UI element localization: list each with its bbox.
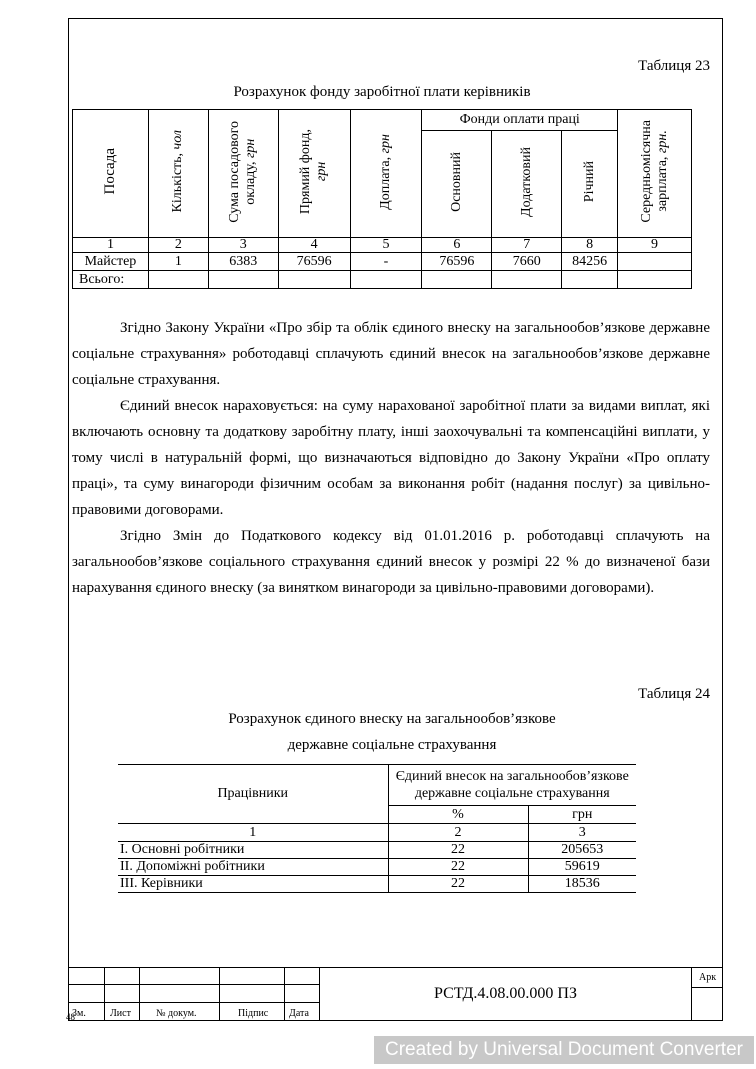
- table23-number-row: 1 2 3 4 5 6 7 8 9: [73, 238, 692, 253]
- table23-title: Розрахунок фонду заробітної плати керівників: [233, 84, 531, 100]
- header-pct: %: [388, 806, 528, 824]
- table-row: ІІ. Допоміжні робітники 22 59619: [118, 859, 636, 876]
- label-pidpys: Підпис: [238, 1008, 269, 1019]
- header-kilkist: Кількість, чол: [148, 110, 208, 238]
- header-posada: Посада: [73, 110, 149, 238]
- page-number-left: 48: [66, 1012, 75, 1022]
- table-row: І. Основні робітники 22 205653: [118, 842, 636, 859]
- label-lyst: Лист: [110, 1008, 131, 1019]
- header-doplata: Доплата, грн: [350, 110, 422, 238]
- header-fondy: Фонди оплати праці: [422, 110, 618, 131]
- table24-title-line1: Розрахунок єдиного внеску на загальнообов’язкове: [228, 711, 556, 727]
- label-data: Дата: [289, 1008, 309, 1019]
- title-block: [68, 967, 723, 1021]
- header-pryamyi: Прямий фонд, грн: [278, 110, 350, 238]
- label-ark: Арк: [699, 972, 717, 983]
- table24-title-line2: державне соціальне страхування: [287, 737, 497, 753]
- header-osnovnyi: Основний: [422, 131, 492, 238]
- header-workers: Працівники: [118, 765, 388, 824]
- table-row-total: Всього:: [73, 271, 692, 289]
- table24: [118, 764, 636, 893]
- paragraph-2: Єдиний внесок нараховується: на суму нарахованої заробітної плати за видами виплат, які включають основну та додаткову заробітну плату, інші заохочувальні та компенсаційні виплати, у тому числі в натуральній формі, що визначаються відповідно до Закону України «Про оплату праці», та суму винагороди фізичним особам за виконання робіт (надання послуг) за цивільно-правовими договорами.: [72, 398, 710, 518]
- body-text: [72, 315, 710, 601]
- header-suma: Сума посадового окладу, грн: [208, 110, 278, 238]
- header-richnyi: Річний: [562, 131, 618, 238]
- header-uah: грн: [528, 806, 636, 824]
- label-dokum: № докум.: [156, 1008, 197, 1019]
- paragraph-1: Згідно Закону України «Про збір та облік єдиного внеску на загальнообов’язкове державне соціальне страхування» роботодавці сплачують єдиний внесок на загальнообов’язкове державне соціальне страхування.: [72, 320, 710, 388]
- table24-number-row: 1 2 3: [118, 824, 636, 842]
- table23-label: Таблиця 23: [638, 58, 710, 74]
- watermark: Created by Universal Document Converter: [374, 1036, 754, 1064]
- table24-label: Таблиця 24: [638, 686, 710, 702]
- label-zm: Зм.: [72, 1008, 86, 1019]
- header-dodatkovyi: Додатковий: [492, 131, 562, 238]
- document-code: РСТД.4.08.00.000 ПЗ: [433, 985, 577, 1002]
- paragraph-3: Згідно Змін до Податкового кодексу від 01.01.2016 р. роботодавці сплачують на загальнообов’язкове соціального страхування єдиний внесок у розмірі 22 % до визначеної бази нарахування єдиного внеску (за винятком винагороди за цивільно-правовими договорами).: [72, 528, 710, 596]
- table-row: Майстер 1 6383 76596 - 76596 7660 84256: [73, 253, 692, 271]
- header-contribution: Єдиний внесок на загальнообов’язкове державне соціальне страхування: [388, 765, 636, 806]
- header-serednia: Середньомісячна зарплата, грн.: [618, 110, 692, 238]
- table-row: ІІІ. Керівники 22 18536: [118, 876, 636, 893]
- table23: [72, 109, 692, 289]
